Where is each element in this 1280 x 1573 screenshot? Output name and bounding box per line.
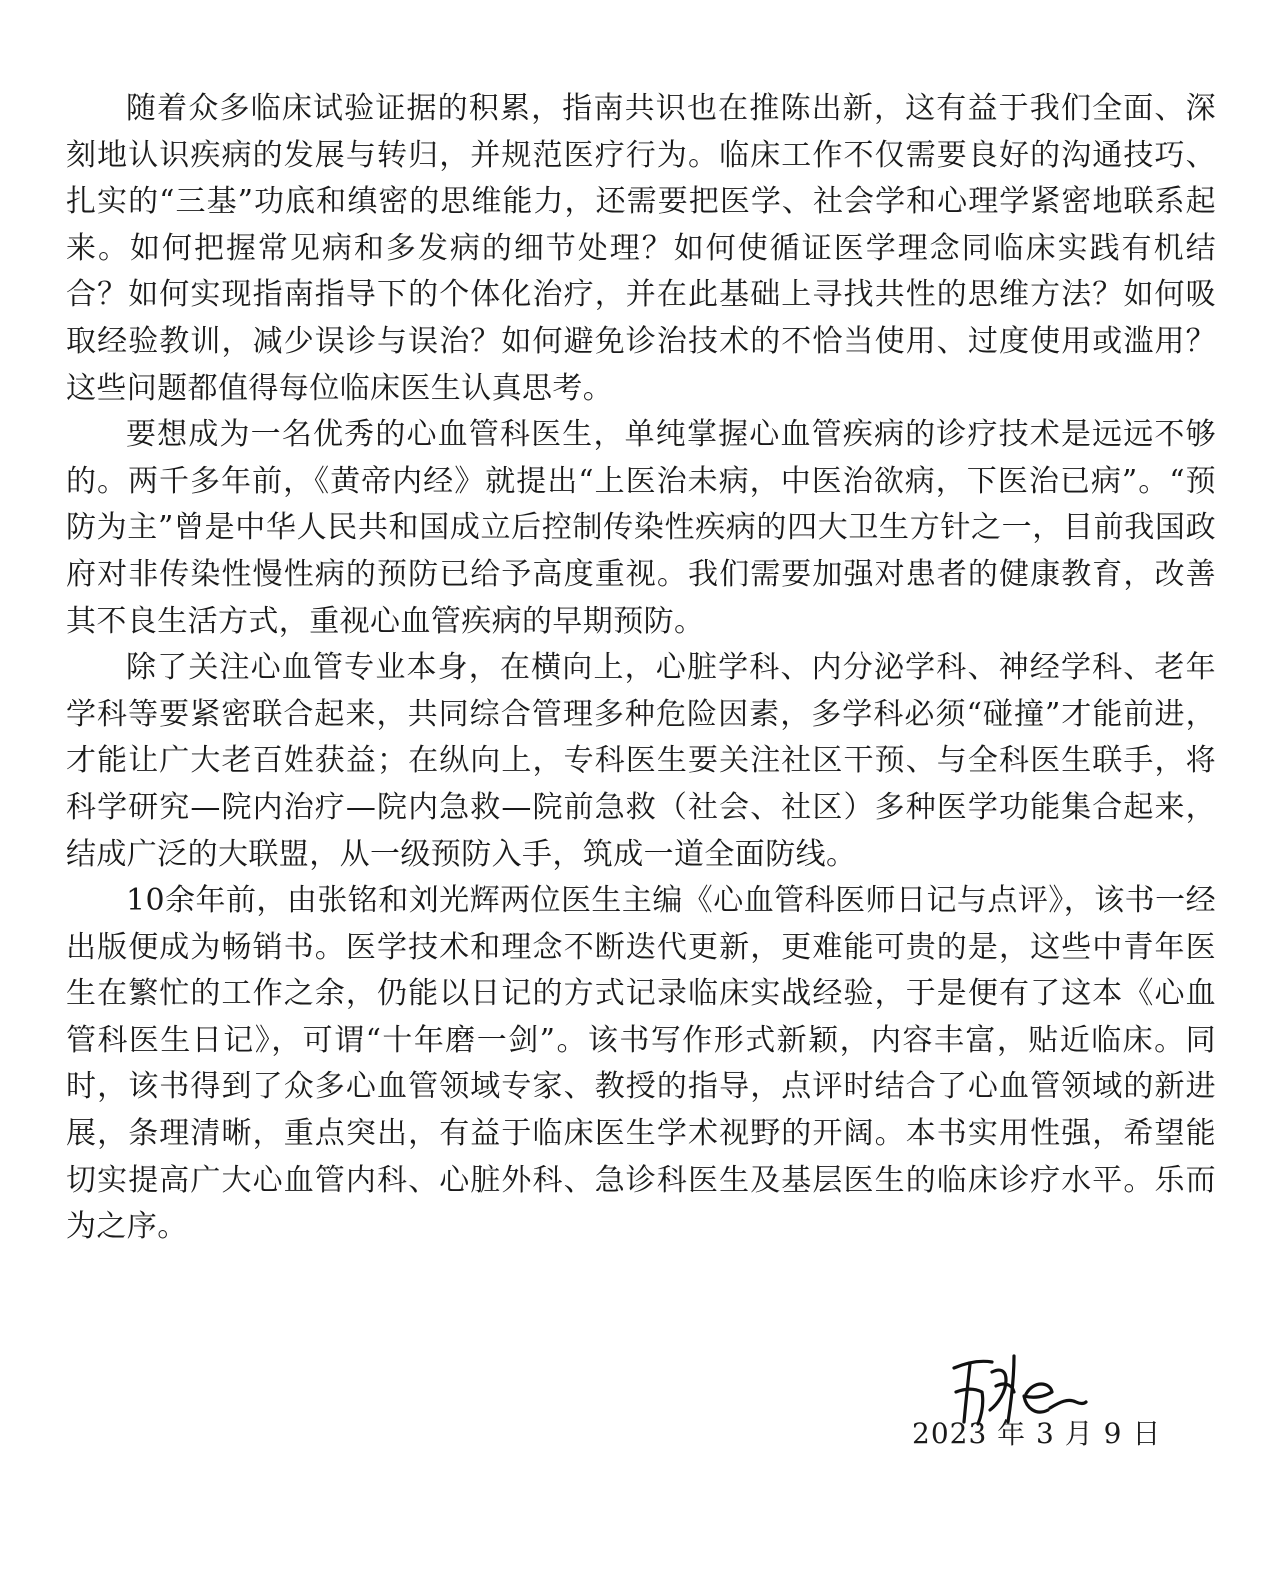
paragraph: 除了关注心血管专业本身，在横向上，心脏学科、内分泌学科、神经学科、老年学科等要紧密联合起来，共同综合管理多种危险因素，多学科必须“碰撞”才能前进，才能让广大老百姓获益；在纵向上，专科医生要关注社区干预、与全科医生联手，将科学研究—院内治疗—院内急救—院前急救（社会、社区）多种医学功能集合起来，结成广泛的大联盟，从一级预防入手，筑成一道全面防线。: [66, 650, 1216, 872]
paragraph: 要想成为一名优秀的心血管科医生，单纯掌握心血管疾病的诊疗技术是远远不够的。两千多年前，《黄帝内经》就提出“上医治未病，中医治欲病，下医治已病”。“预防为主”曾是中华人民共和国成立后控制传染性疾病的四大卫生方针之一，目前我国政府对非传染性慢性病的预防已给予高度重视。我们需要加强对患者的健康教育，改善其不良生活方式，重视心血管疾病的早期预防。: [66, 417, 1216, 639]
paragraph: 随着众多临床试验证据的积累，指南共识也在推陈出新，这有益于我们全面、深刻地认识疾病的发展与转归，并规范医疗行为。临床工作不仅需要良好的沟通技巧、扎实的“三基”功底和缜密的思维能力，还需要把医学、社会学和心理学紧密地联系起来。如何把握常见病和多发病的细节处理？如何使循证医学理念同临床实践有机结合？如何实现指南指导下的个体化治疗，并在此基础上寻找共性的思维方法？如何吸取经验教训，减少误诊与误治？如何避免诊治技术的不恰当使用、过度使用或滥用？这些问题都值得每位临床医生认真思考。: [66, 91, 1216, 406]
signature-date: 2023 年 3 月 9 日: [912, 1417, 1162, 1450]
paragraph: 10余年前，由张铭和刘光辉两位医生主编《心血管科医师日记与点评》，该书一经出版便成为畅销书。医学技术和理念不断迭代更新，更难能可贵的是，这些中青年医生在繁忙的工作之余，仍能以日记的方式记录临床实战经验，于是便有了这本《心血管科医生日记》，可谓“十年磨一剑”。该书写作形式新颖，内容丰富，贴近临床。同时，该书得到了众多心血管领域专家、教授的指导，点评时结合了心血管领域的新进展，条理清晰，重点突出，有益于临床医生学术视野的开阔。本书实用性强，希望能切实提高广大心血管内科、心脏外科、急诊科医生及基层医生的临床诊疗水平。乐而为之序。: [66, 883, 1216, 1245]
preface-body: [66, 86, 1216, 1251]
